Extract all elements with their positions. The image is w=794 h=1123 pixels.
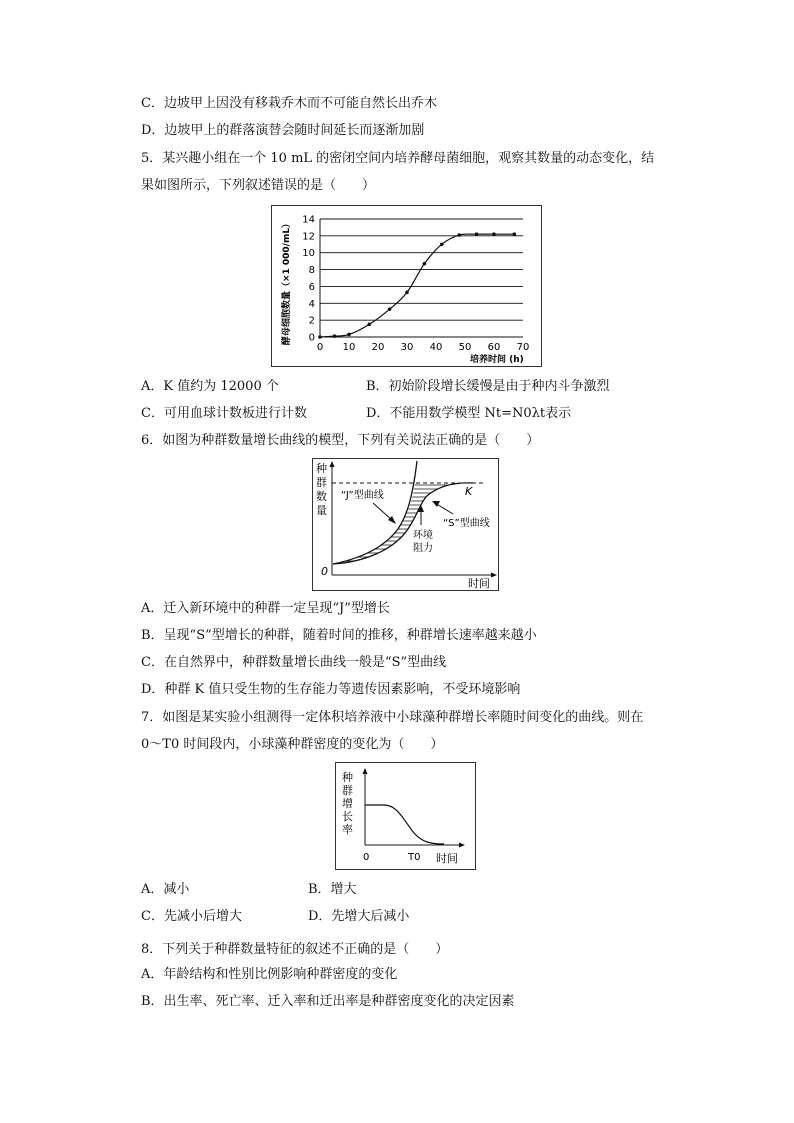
t0-label: T0 bbox=[408, 852, 421, 863]
q7-option-c: C．先减小后增大 bbox=[141, 909, 242, 924]
data-point-3 bbox=[368, 323, 372, 327]
x-axis-label: 时间 bbox=[468, 577, 490, 590]
j-curve-label: “J”型曲线 bbox=[341, 490, 384, 501]
q5-option-c: C．可用血球计数板进行计数 bbox=[141, 406, 307, 421]
growth-curve bbox=[320, 234, 514, 337]
x-axis-arrow bbox=[459, 843, 465, 848]
growth-model-chart bbox=[312, 458, 499, 591]
x-tick-label-10: 10 bbox=[342, 342, 356, 353]
y-axis-arrow bbox=[330, 461, 335, 467]
data-point-4 bbox=[388, 307, 392, 311]
data-point-7 bbox=[440, 242, 444, 246]
y-axis-label-1: 种 bbox=[316, 462, 327, 475]
question-5-line2: 果如图所示，下列叙述错误的是（ ） bbox=[141, 178, 376, 193]
question-6: 6．如图为种群数量增长曲线的模型，下列有关说法正确的是（ ） bbox=[141, 433, 540, 448]
line-d-prev: D．边坡甲上的群落演替会随时间延长而逐渐加剧 bbox=[141, 123, 425, 138]
resistance-label-2: 阻力 bbox=[413, 543, 433, 554]
x-axis-label: 培养时间 (h) bbox=[470, 355, 524, 365]
j-curve bbox=[333, 461, 417, 564]
growth-rate-chart bbox=[335, 762, 476, 870]
x-tick-label-50: 50 bbox=[458, 342, 472, 353]
y-axis-label: 酵母细胞数量（×1 000/mL） bbox=[282, 218, 292, 346]
y-tick-label-14: 14 bbox=[302, 214, 315, 226]
q7-option-d: D．先增大后减小 bbox=[308, 909, 410, 924]
data-point-9 bbox=[475, 232, 479, 236]
y-axis-label-4: 量 bbox=[316, 504, 327, 517]
q7-option-a: A．减小 bbox=[141, 882, 190, 897]
x-axis-arrow bbox=[491, 573, 497, 578]
data-point-0 bbox=[318, 335, 322, 339]
q7-option-b: B．增大 bbox=[308, 882, 357, 897]
y-tick-label-6: 6 bbox=[308, 281, 315, 293]
y-tick-label-8: 8 bbox=[308, 265, 315, 277]
q5-option-d: D．不能用数学模型 Nt=N0λt表示 bbox=[366, 406, 572, 421]
x-tick-label-30: 30 bbox=[400, 342, 414, 353]
y-axis-label-2: 群 bbox=[342, 784, 353, 797]
q5-option-b: B．初始阶段增长缓慢是由于种内斗争激烈 bbox=[366, 379, 610, 394]
q6-option-b: B．呈现“S”型增长的种群，随着时间的推移，种群增长速率越来越小 bbox=[141, 628, 537, 643]
x-axis-label: 时间 bbox=[436, 852, 458, 865]
y-axis-arrow bbox=[363, 768, 368, 774]
question-7-line2: 0～T0 时间段内，小球藻种群密度的变化为（ ） bbox=[141, 737, 444, 752]
x-tick-label-0: 0 bbox=[316, 342, 324, 353]
y-tick-label-12: 12 bbox=[302, 231, 315, 243]
x-tick-label-20: 20 bbox=[371, 342, 385, 353]
q6-option-d: D．种群 K 值只受生物的生存能力等遗传因素影响，不受环境影响 bbox=[141, 682, 521, 697]
y-axis-label-3: 增 bbox=[342, 797, 353, 810]
y-axis-label-4: 长 bbox=[342, 810, 353, 823]
question-7-line1: 7．如图是某实验小组测得一定体积培养液中小球藻种群增长率随时间变化的曲线。则在 bbox=[141, 710, 644, 725]
data-point-5 bbox=[405, 291, 409, 295]
origin-label: 0 bbox=[321, 565, 328, 578]
x-tick-label-40: 40 bbox=[429, 342, 443, 353]
y-axis-label-5: 率 bbox=[342, 823, 353, 836]
y-tick-label-10: 10 bbox=[302, 248, 315, 260]
y-tick-label-4: 4 bbox=[308, 298, 315, 310]
question-8: 8．下列关于种群数量特征的叙述不正确的是（ ） bbox=[141, 942, 449, 957]
y-tick-label-0: 0 bbox=[308, 332, 315, 344]
q6-option-a: A．迁入新环境中的种群一定呈现“J”型增长 bbox=[141, 601, 390, 616]
origin-label: 0 bbox=[363, 852, 370, 863]
data-point-10 bbox=[492, 232, 496, 236]
q8-option-b: B．出生率、死亡率、迁入率和迁出率是种群密度变化的决定因素 bbox=[141, 994, 515, 1009]
line-c-prev: C．边坡甲上因没有移栽乔木而不可能自然长出乔木 bbox=[141, 96, 437, 111]
data-point-1 bbox=[333, 334, 337, 338]
y-axis-label-2: 群 bbox=[316, 476, 327, 489]
data-point-8 bbox=[457, 233, 461, 237]
q6-option-c: C．在自然界中，种群数量增长曲线一般是“S”型曲线 bbox=[141, 655, 447, 670]
x-tick-label-70: 70 bbox=[516, 342, 530, 353]
q8-option-a: A．年龄结构和性别比例影响种群密度的变化 bbox=[141, 967, 398, 982]
s-label-arrowhead bbox=[432, 501, 440, 507]
s-curve-label: “S”型曲线 bbox=[443, 518, 490, 529]
yeast-growth-chart bbox=[271, 205, 542, 367]
data-point-6 bbox=[423, 262, 427, 266]
y-axis-label-3: 数 bbox=[316, 490, 327, 503]
growth-rate-curve bbox=[365, 805, 444, 844]
k-label: K bbox=[465, 485, 473, 498]
question-5-line1: 5．某兴趣小组在一个 10 mL 的密闭空间内培养酵母菌细胞，观察其数量的动态变化，结 bbox=[141, 151, 655, 166]
q5-option-a: A．K 值约为 12000 个 bbox=[141, 379, 279, 394]
data-point-2 bbox=[347, 333, 351, 337]
y-axis-label-1: 种 bbox=[342, 771, 353, 784]
y-tick-label-2: 2 bbox=[308, 315, 315, 327]
x-tick-label-60: 60 bbox=[487, 342, 501, 353]
data-point-11 bbox=[513, 232, 517, 236]
resistance-label-1: 环境 bbox=[413, 530, 433, 541]
